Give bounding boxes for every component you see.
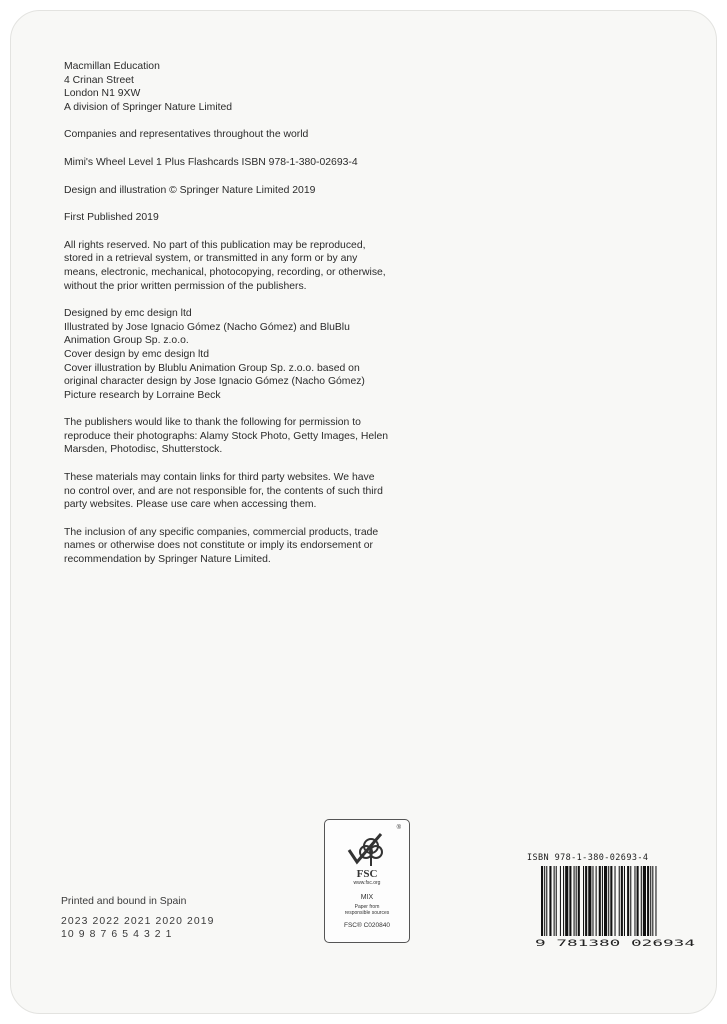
third-party-paragraph: These materials may contain links for third party websites. We have no control over, and are not responsible for, the contents of such third party websites. Please use care when accessing them. — [64, 472, 383, 511]
reprint-numbers: 10 9 8 7 6 5 4 3 2 1 — [61, 929, 173, 940]
fsc-website: www.fsc.org — [353, 880, 381, 886]
barcode-bar — [599, 866, 601, 936]
barcode-bar — [627, 866, 629, 936]
publisher-address: Macmillan Education 4 Crinan Street London N1 9XW A division of Springer Nature Limited — [64, 61, 233, 113]
credits-paragraph: Designed by emc design ltd Illustrated by Jose Ignacio Gómez (Nacho Gómez) and BluBlu Animation Group Sp. z.o.o. Cover design by emc design ltd Cover illustration by Blublu Animation Group Sp. z.o.o. based on original character design by Jose Ignacio Gómez (Nacho Gómez) Picture research by Lorraine Beck — [64, 308, 365, 401]
companies-line: Companies and representatives throughout the world — [64, 129, 309, 141]
fsc-mix: MIX — [360, 894, 374, 901]
fsc-tree-checkmark-icon — [345, 830, 389, 870]
barcode-bar — [541, 866, 543, 936]
barcode-isbn-label: ISBN 978-1-380-02693-4 — [527, 853, 649, 863]
barcode-bar — [544, 866, 545, 936]
endorsement-paragraph: The inclusion of any specific companies, commercial products, trade names or otherwise does not constitute or imply its endorsement or recommendation by Springer Nature Limited. — [64, 526, 379, 566]
barcode-bar — [604, 866, 607, 936]
barcode-bar — [585, 866, 587, 936]
barcode-bar — [592, 866, 593, 936]
fsc-logo-text: FSC — [356, 868, 378, 880]
barcode-bar — [576, 866, 577, 936]
thanks-paragraph: The publishers would like to thank the following for permission to reproduce their photographs: Alamy Stock Photo, Getty Images, Helen Marsden, Photodisc, Shutterstock. — [64, 417, 389, 456]
barcode-bar — [641, 866, 642, 936]
barcode-bar — [630, 866, 631, 936]
print-imprint — [61, 896, 215, 941]
barcode-bar — [565, 866, 568, 936]
barcode-bar — [650, 866, 651, 936]
isbn-line: Mimi's Wheel Level 1 Plus Flashcards ISBN 978-1-380-02693-4 — [64, 156, 358, 168]
barcode-bar — [602, 866, 603, 936]
barcode-bar — [563, 866, 564, 936]
barcode-bar — [619, 866, 620, 936]
barcode-bar — [574, 866, 575, 936]
barcode-bar — [596, 866, 597, 936]
barcode-bar — [608, 866, 609, 936]
barcode-bar — [624, 866, 625, 936]
barcode-bar — [546, 866, 547, 936]
reprint-years: 2023 2022 2021 2020 2019 — [61, 916, 215, 927]
fsc-paper-sources: Paper from responsible sources — [344, 904, 390, 916]
barcode-bar — [615, 866, 616, 936]
barcode-bar — [610, 866, 612, 936]
printed-in-line: Printed and bound in Spain — [61, 896, 187, 907]
barcode-bar — [583, 866, 584, 936]
first-published-line: First Published 2019 — [64, 212, 159, 224]
barcode-bar — [647, 866, 649, 936]
barcode-bar — [554, 866, 555, 936]
fsc-label — [324, 819, 410, 943]
barcode-bar — [578, 866, 580, 936]
colophon-text — [64, 60, 424, 581]
barcode-bar — [549, 866, 551, 936]
barcode-bar — [560, 866, 561, 936]
barcode-bar — [652, 866, 653, 936]
barcode-bars — [541, 866, 657, 936]
barcode-digits: 9 781380 026934 — [535, 939, 695, 948]
isbn-barcode — [535, 866, 695, 948]
barcode-bar — [569, 866, 571, 936]
barcode-bar — [655, 866, 656, 936]
fsc-license-code: FSC® C020840 — [344, 922, 390, 929]
barcode-bar — [637, 866, 639, 936]
rights-paragraph: All rights reserved. No part of this publication may be reproduced, stored in a retrieval system, or transmitted in any form or by any means, electronic, mechanical, photocopying, recording, or otherwise, without the prior written permission of the publishers. — [64, 239, 386, 292]
barcode-bar — [643, 866, 646, 936]
barcode-bar — [621, 866, 623, 936]
barcode-bar — [556, 866, 557, 936]
barcode-bar — [634, 866, 635, 936]
fsc-registered-mark: ® — [396, 825, 401, 831]
barcode-bar — [588, 866, 591, 936]
copyright-line: Design and illustration © Springer Nature Limited 2019 — [64, 184, 316, 196]
